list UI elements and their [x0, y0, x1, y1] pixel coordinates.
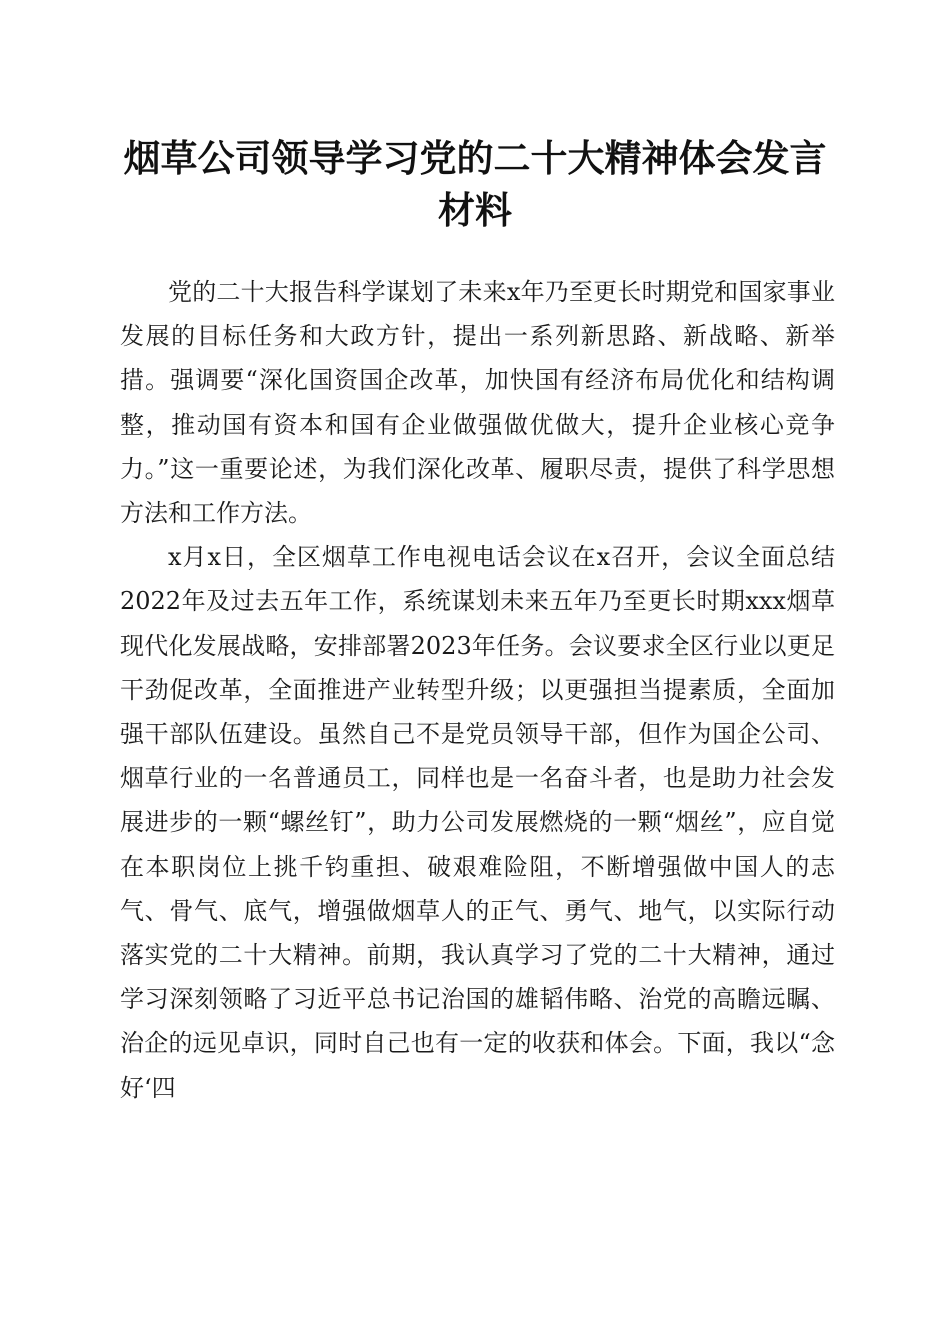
- paragraph-2: x月x日，全区烟草工作电视电话会议在x召开，会议全面总结2022年及过去五年工作，系统谋划未来五年乃至更长时期xxx烟草现代化发展战略，安排部署2023年任务。会议要求全区行业以更足干劲促改革，全面推进产业转型升级；以更强担当提素质，全面加强干部队伍建设。虽然自己不是党员领导干部，但作为国企公司、烟草行业的一名普通员工，同样也是一名奋斗者，也是助力社会发展进步的一颗“螺丝钉”，助力公司发展燃烧的一颗“烟丝”，应自觉在本职岗位上挑千钧重担、破艰难险阻，不断增强做中国人的志气、骨气、底气，增强做烟草人的正气、勇气、地气，以实际行动落实党的二十大精神。前期，我认真学习了党的二十大精神，通过学习深刻领略了习近平总书记治国的雄韬伟略、治党的高瞻远瞩、治企的远见卓识，同时自己也有一定的收获和体会。下面，我以“念好‘四: [120, 543, 835, 1102]
- document-title: 烟草公司领导学习党的二十大精神体会发言材料: [123, 136, 827, 232]
- paragraph-1: 党的二十大报告科学谋划了未来x年乃至更长时期党和国家事业发展的目标任务和大政方针，提出一系列新思路、新战略、新举措。强调要“深化国资国企改革，加快国有经济布局优化和结构调整，推动国有资本和国有企业做强做优做大，提升企业核心竞争力。”这一重要论述，为我们深化改革、履职尽责，提供了科学思想方法和工作方法。: [120, 278, 835, 528]
- document-body: [120, 270, 835, 1110]
